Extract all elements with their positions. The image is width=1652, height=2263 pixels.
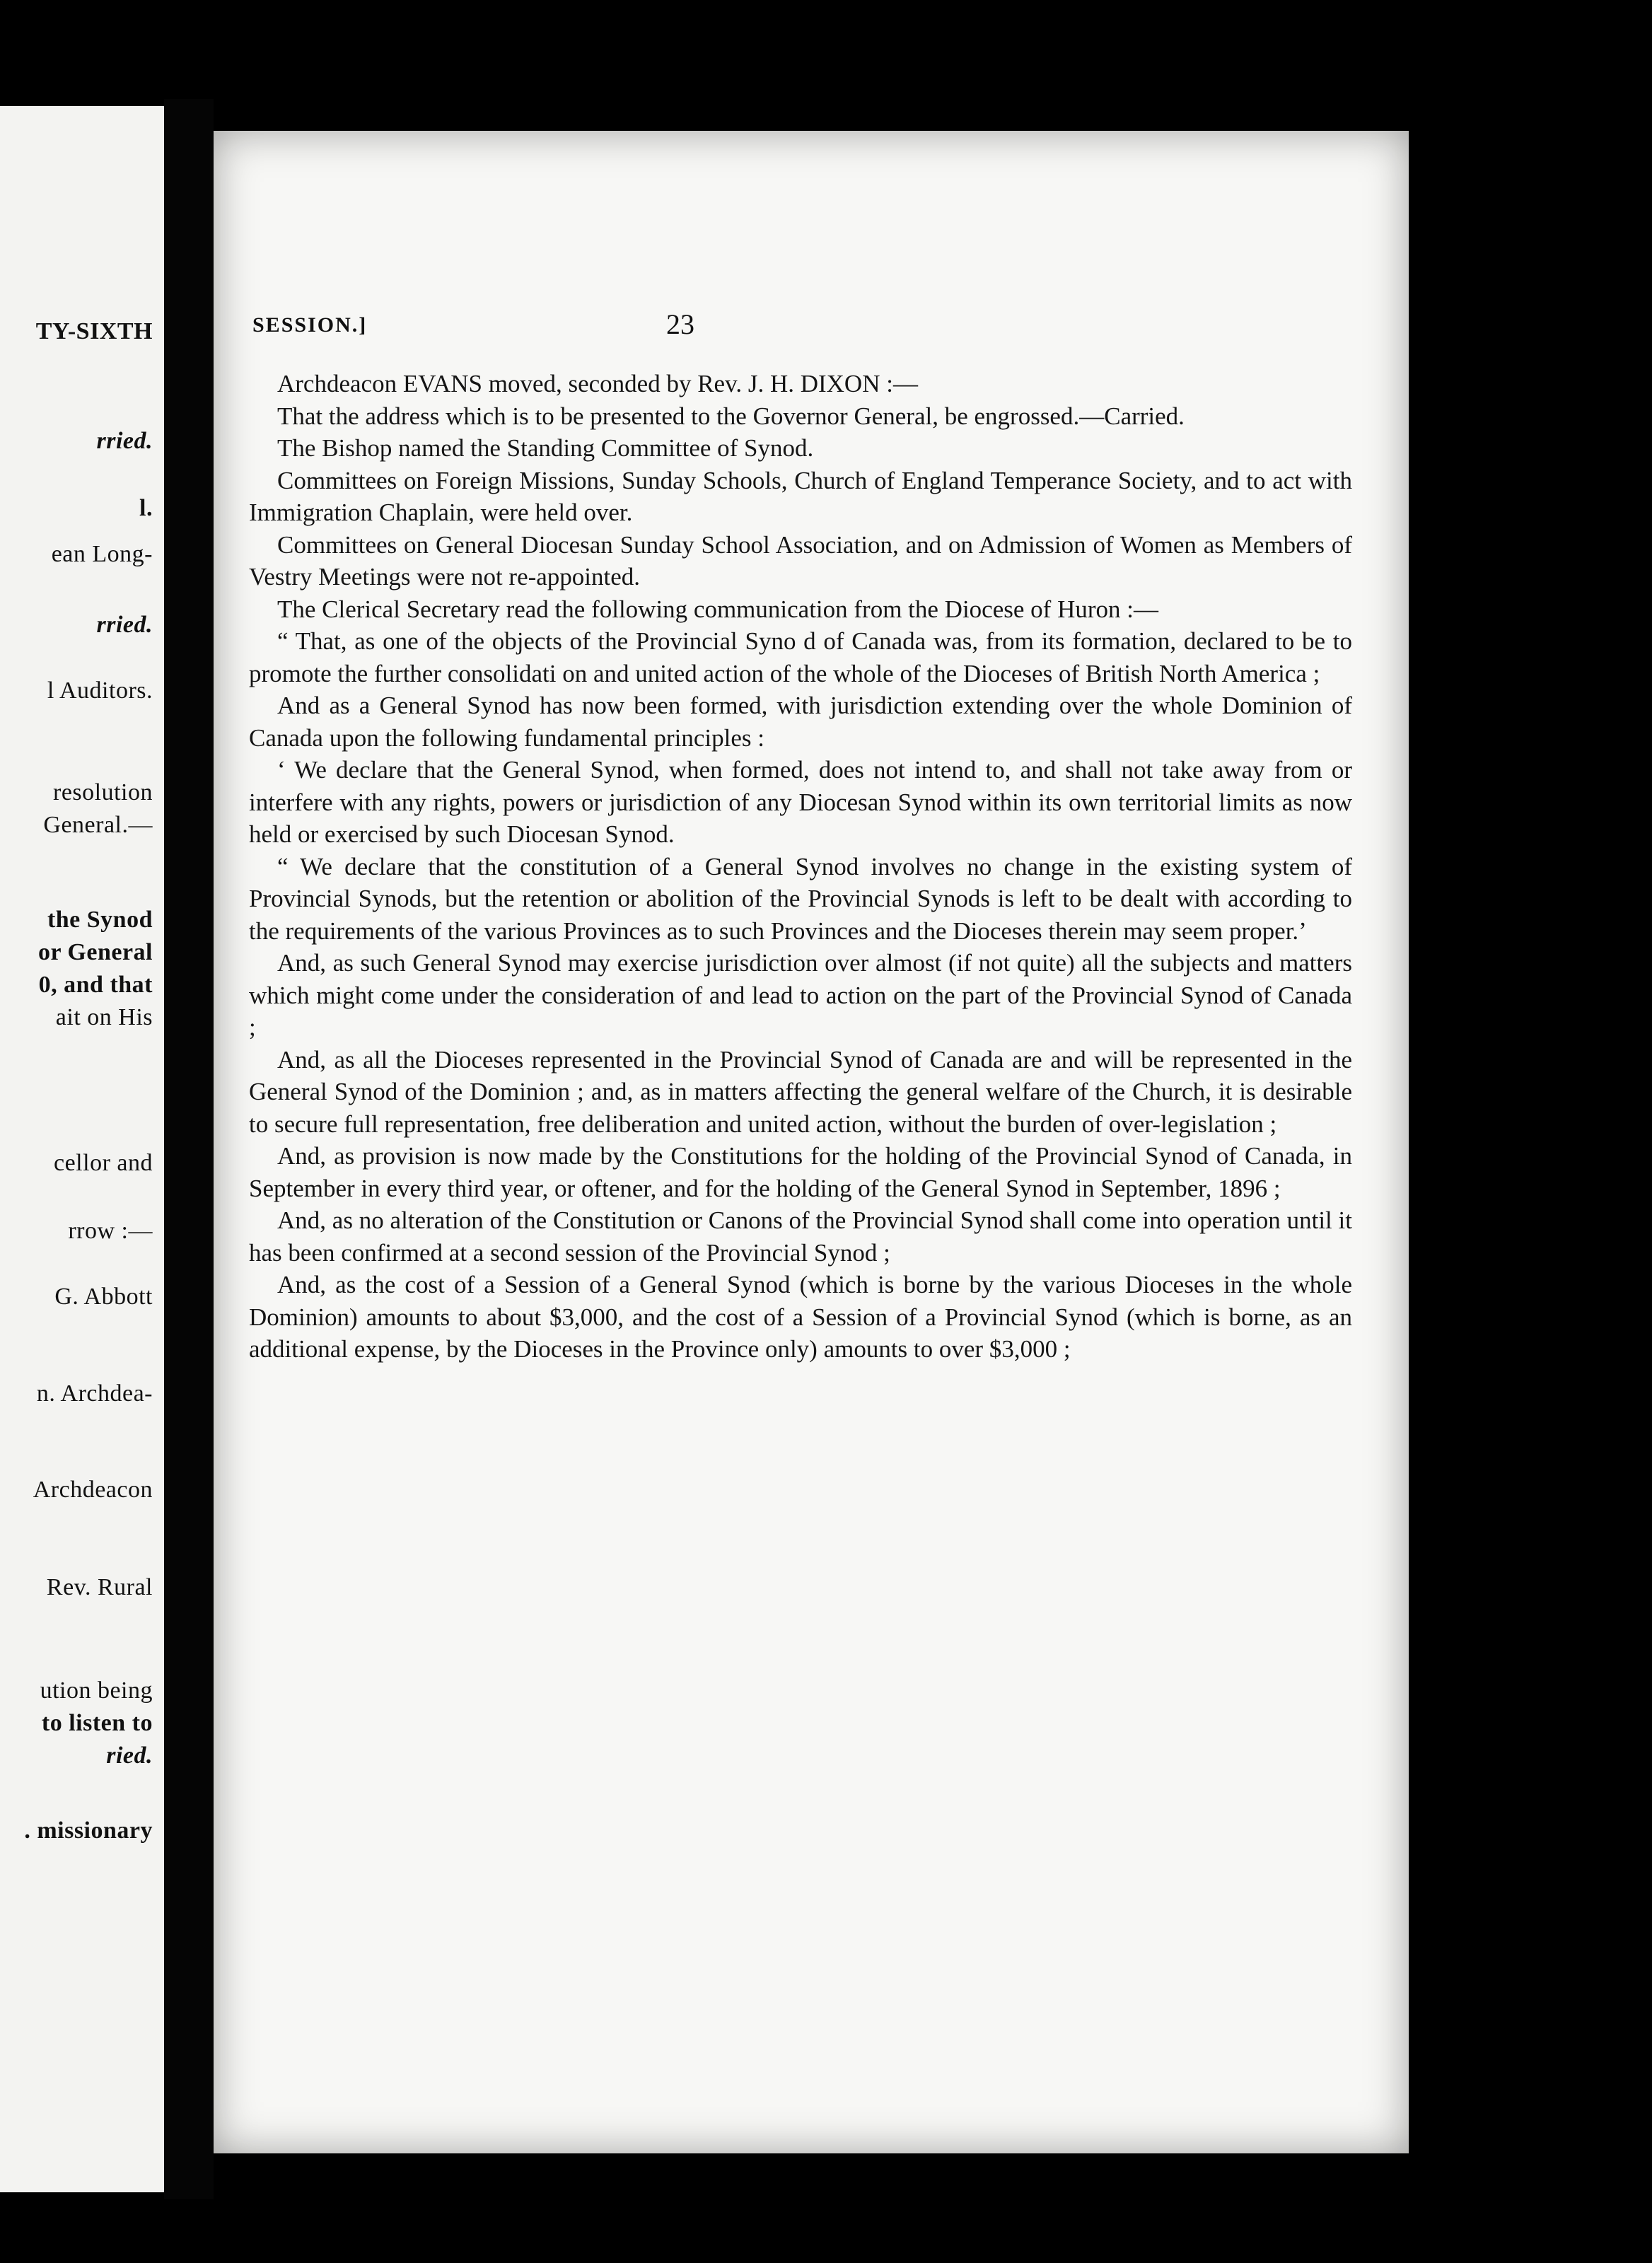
left-line: Rev. Rural (46, 1574, 153, 1600)
left-line: the Synod (47, 907, 153, 933)
paragraph: Committees on Foreign Missions, Sunday Schools, Church of England Temperance Society, and to act with Immigration Chaplain, were held over. (249, 466, 1352, 526)
left-line: TY-SIXTH (35, 318, 153, 344)
left-line: or General (37, 939, 153, 965)
paragraph: And, as no alteration of the Constitution or Canons of the Provincial Synod shall come into operation until it has been confirmed at a second session of the Provincial Synod ; (249, 1206, 1352, 1267)
paragraph: “ That, as one of the objects of the Provincial Syno d of Canada was, from its formation, declared to be to promote the further consolidati on and united action of the whole of the Dioceses of British North America ; (249, 627, 1352, 687)
page-body (249, 368, 1352, 1366)
left-line: General.— (43, 812, 153, 838)
paragraph: And, as the cost of a Session of a General Synod (which is borne by the various Dioceses in the whole Dominion) amounts to about $3,000, and the cost of a Session of a Provincial Synod (which is borne, as an additional expense, by the Dioceses in the Province only) amounts to over $3,000 ; (249, 1271, 1352, 1363)
left-facing-page (0, 106, 164, 2192)
left-line: cellor and (54, 1150, 153, 1176)
paragraph: And, as all the Dioceses represented in the Provincial Synod of Canada are and will be represented in the General Synod of the Dominion ; and, as in matters affecting the general welfare of the Church, it is desirable to secure full representation, free deliberation and united action, without the burden of over-legislation ; (249, 1045, 1352, 1138)
left-line: ait on His (55, 1004, 153, 1030)
paragraph: “ We declare that the constitution of a General Synod involves no change in the existing system of Provincial Synods, but the retention or abolition of the Provincial Synods is left to be dealt with according to the requirements of the various Provinces as to such Provinces and the Dioceses therein may seem proper.’ (249, 852, 1352, 945)
paragraph: And, as provision is now made by the Constitutions for the holding of the Provincial Synod of Canada, in September in every third year, or oftener, and for the holding of the General Synod in September, 1896 ; (249, 1142, 1352, 1202)
paragraph: The Bishop named the Standing Committee of Synod. (277, 434, 814, 462)
paragraph: And, as such General Synod may exercise jurisdiction over almost (if not quite) all the subjects and matters which might come under the consideration of and lead to action on the part of the Provincial Synod of Canada ; (249, 949, 1352, 1041)
left-line: l Auditors. (47, 677, 153, 704)
left-line: Archdeacon (33, 1477, 153, 1503)
paragraph: And as a General Synod has now been formed, with jurisdiction extending over the whole Dominion of Canada upon the following fundamental principles : (249, 692, 1352, 752)
left-line: G. Abbott (54, 1284, 153, 1310)
session-heading: SESSION.] (252, 313, 368, 337)
paragraph: Committees on General Diocesan Sunday School Association, and on Admission of Women as Members of Vestry Meetings were not re-appointed. (249, 530, 1352, 591)
left-line: ean Long- (51, 541, 153, 567)
left-line: to listen to (41, 1710, 153, 1736)
paragraph: That the address which is to be presented to the Governor General, be engrossed.—Carried. (277, 402, 1185, 430)
paragraph: ‘ We declare that the General Synod, when formed, does not intend to, and shall not take away from or interfere with any rights, powers or jurisdiction of any Diocesan Synod within its own territorial limits as now held or exercised by such Diocesan Synod. (249, 756, 1352, 848)
left-line: ution being (40, 1677, 153, 1704)
paragraph: Archdeacon EVANS moved, seconded by Rev. J. H. DIXON :— (277, 370, 918, 397)
book-gutter (164, 99, 214, 2199)
left-line: rried. (96, 428, 153, 454)
left-line: ried. (106, 1743, 153, 1769)
left-line: rrow :— (68, 1218, 153, 1244)
left-line: l. (139, 495, 153, 521)
left-line: n. Archdea- (36, 1380, 153, 1407)
left-line: resolution (53, 779, 153, 805)
left-line: rried. (96, 612, 153, 638)
page-header (214, 308, 1409, 356)
left-line: . missionary (24, 1817, 153, 1844)
main-page (214, 131, 1409, 2153)
page-number: 23 (666, 308, 694, 340)
left-line: 0, and that (38, 972, 153, 998)
paragraph: The Clerical Secretary read the following communication from the Diocese of Huron :— (277, 595, 1158, 623)
